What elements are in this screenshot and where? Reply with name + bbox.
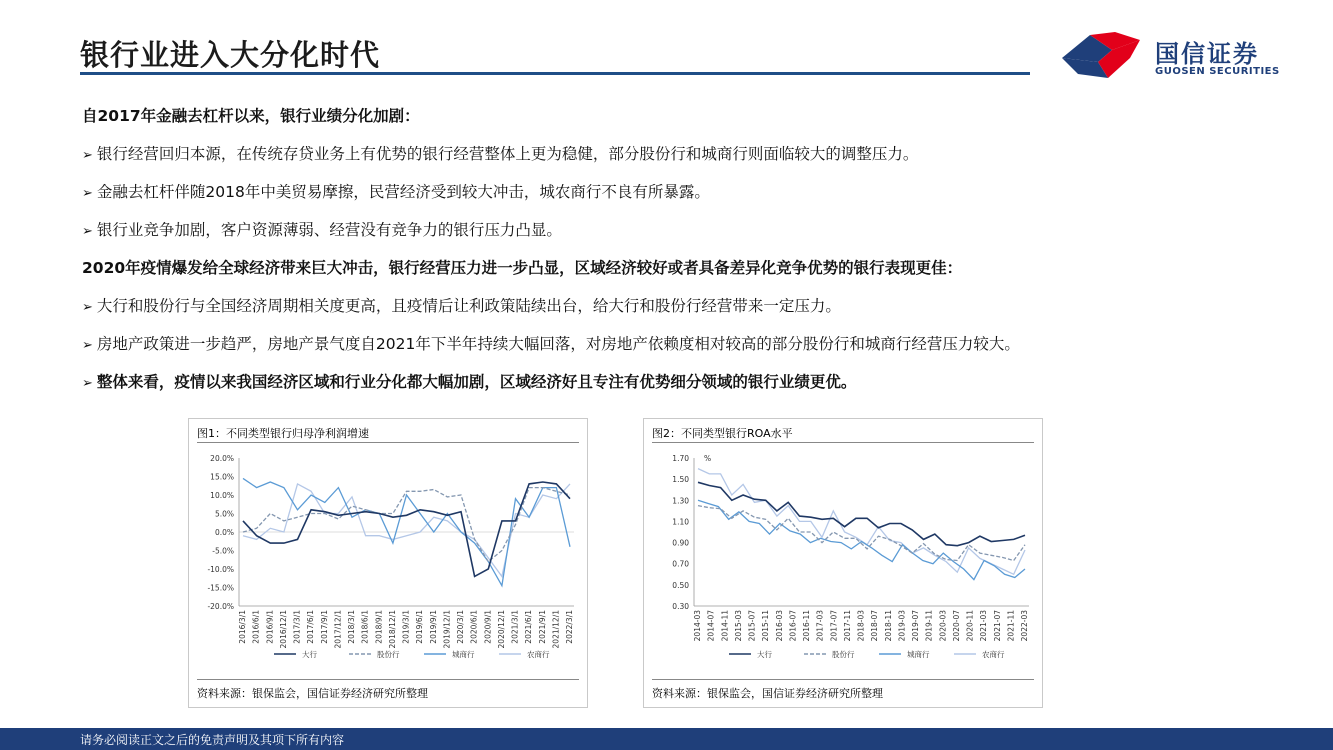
x-tick bbox=[415, 610, 424, 644]
x-tick-label: 2015-11 bbox=[761, 610, 771, 642]
x-tick bbox=[538, 610, 547, 644]
x-tick bbox=[816, 610, 825, 642]
guosen-logo-icon bbox=[1060, 30, 1150, 80]
x-tick-label: 2020/3/1 bbox=[456, 610, 465, 644]
x-tick bbox=[911, 610, 920, 642]
line-text: 银行业竞争加剧，客户资源薄弱、经营没有竞争力的银行压力凸显。 bbox=[96, 221, 562, 239]
x-tick bbox=[238, 610, 247, 644]
x-tick bbox=[966, 610, 975, 642]
x-tick-label: 2014-03 bbox=[693, 610, 702, 642]
profit-growth-chart bbox=[189, 444, 589, 679]
chart-source: 资料来源：银保监会，国信证券经济研究所整理 bbox=[652, 687, 883, 700]
y-tick-label: 15.0% bbox=[210, 472, 234, 482]
x-tick-label: 2021/9/1 bbox=[537, 610, 547, 644]
x-tick bbox=[734, 610, 743, 642]
x-tick-label: 2019-11 bbox=[924, 610, 934, 642]
section-heading bbox=[82, 104, 420, 126]
bullet-arrow-icon: ➢ bbox=[82, 300, 93, 315]
x-tick bbox=[693, 610, 702, 642]
y-tick-label: 0.90 bbox=[672, 538, 689, 548]
section-heading bbox=[82, 370, 856, 392]
x-tick-label: 2015-03 bbox=[733, 610, 743, 642]
x-tick-label: 2019-03 bbox=[897, 610, 907, 642]
y-tick-label: 0.0% bbox=[214, 528, 234, 537]
y-tick-label: 1.30 bbox=[672, 496, 689, 506]
y-tick-label: 20.0% bbox=[210, 454, 234, 463]
series-line bbox=[698, 500, 1025, 579]
x-tick bbox=[857, 610, 866, 642]
x-tick bbox=[333, 610, 342, 649]
chart-panel-2 bbox=[643, 418, 1043, 708]
y-tick-label: 1.10 bbox=[672, 517, 689, 527]
brand-logo bbox=[1060, 30, 1310, 80]
y-tick-label: 10.0% bbox=[210, 491, 234, 500]
x-tick-label: 2022-03 bbox=[1020, 610, 1029, 642]
y-tick-label: 0.30 bbox=[672, 602, 689, 611]
x-tick bbox=[442, 610, 451, 649]
x-tick bbox=[925, 610, 934, 642]
x-tick bbox=[788, 610, 797, 642]
line-text: 大行和股份行与全国经济周期相关度更高，且疫情后让利政策陆续出台，给大行和股份行经营带来一定压力。 bbox=[96, 297, 841, 315]
x-tick bbox=[870, 610, 879, 642]
caption-rule bbox=[652, 442, 1034, 443]
x-tick-label: 2016-11 bbox=[802, 610, 811, 642]
bullet-arrow-icon: ➢ bbox=[82, 224, 93, 239]
x-tick-label: 2019-07 bbox=[911, 610, 920, 642]
x-tick-label: 2018/6/1 bbox=[360, 610, 370, 644]
x-tick-label: 2016/6/1 bbox=[251, 610, 261, 644]
y-tick-label: 5.0% bbox=[214, 509, 234, 519]
x-tick bbox=[802, 610, 811, 642]
x-tick bbox=[993, 610, 1002, 642]
x-tick-label: 2017/6/1 bbox=[306, 610, 316, 644]
x-tick-label: 2018/12/1 bbox=[387, 610, 397, 649]
x-tick bbox=[347, 610, 356, 644]
x-tick bbox=[279, 610, 288, 649]
x-tick bbox=[265, 610, 274, 644]
x-tick bbox=[979, 610, 988, 642]
x-tick-label: 2020/9/1 bbox=[483, 610, 493, 644]
legend-label: 大行 bbox=[757, 650, 772, 659]
x-tick bbox=[565, 610, 574, 644]
series-line bbox=[698, 506, 1025, 561]
line-text: 2020年疫情爆发给全球经济带来巨大冲击，银行经营压力进一步凸显，区域经济较好或者具备差异化竞争优势的银行表现更佳： bbox=[82, 259, 963, 277]
x-tick-label: 2017-11 bbox=[842, 610, 852, 642]
caption-rule bbox=[197, 442, 579, 443]
x-tick-label: 2020/12/1 bbox=[496, 610, 506, 649]
x-tick-label: 2014-11 bbox=[720, 610, 730, 642]
x-tick bbox=[720, 610, 729, 642]
x-tick bbox=[402, 610, 411, 644]
x-tick bbox=[707, 610, 716, 642]
x-tick bbox=[1020, 610, 1029, 642]
source-rule bbox=[197, 679, 579, 680]
series-line bbox=[243, 488, 570, 562]
bullet-arrow-icon: ➢ bbox=[82, 376, 93, 391]
x-tick-label: 2018-03 bbox=[856, 610, 866, 642]
disclaimer-text: 请务必阅读正文之后的免责声明及其项下所有内容 bbox=[80, 733, 345, 747]
legend-label: 股份行 bbox=[832, 650, 855, 659]
x-tick-label: 2017/12/1 bbox=[333, 610, 343, 649]
x-tick bbox=[551, 610, 560, 649]
x-tick bbox=[843, 610, 852, 642]
bullet-arrow-icon: ➢ bbox=[82, 186, 93, 201]
x-tick-label: 2021/12/1 bbox=[551, 610, 561, 649]
line-text: 整体来看，疫情以来我国经济区域和行业分化都大幅加剧，区域经济好且专注有优势细分领域的银行业绩更优。 bbox=[96, 373, 857, 391]
x-tick bbox=[429, 610, 438, 644]
legend-label: 农商行 bbox=[527, 650, 550, 659]
line-text: 自2017年金融去杠杆以来，银行业绩分化加剧： bbox=[82, 107, 420, 125]
x-tick-label: 2016/3/1 bbox=[238, 610, 247, 644]
chart-source: 资料来源：银保监会，国信证券经济研究所整理 bbox=[197, 687, 428, 700]
logo-text-cn: 国信证券 bbox=[1155, 40, 1259, 68]
x-tick bbox=[1006, 610, 1015, 642]
legend-label: 股份行 bbox=[377, 650, 400, 659]
bullet-item bbox=[82, 142, 918, 164]
x-tick bbox=[456, 610, 465, 644]
y-tick-label: 0.70 bbox=[672, 559, 689, 569]
line-text: 银行经营回归本源，在传统存贷业务上有优势的银行经营整体上更为稳健，部分股份行和城商行则面临较大的调整压力。 bbox=[96, 145, 919, 163]
x-tick-label: 2022/3/1 bbox=[565, 610, 574, 644]
bullet-item bbox=[82, 332, 1020, 354]
legend-label: 城商行 bbox=[907, 650, 930, 659]
x-tick bbox=[388, 610, 397, 649]
x-tick bbox=[470, 610, 479, 644]
legend-label: 城商行 bbox=[452, 650, 475, 659]
x-tick-label: 2016/12/1 bbox=[278, 610, 288, 649]
source-rule bbox=[652, 679, 1034, 680]
x-tick bbox=[320, 610, 329, 644]
x-tick-label: 2019/6/1 bbox=[415, 610, 425, 644]
page-title: 银行业进入大分化时代 bbox=[80, 38, 381, 72]
unit-label: % bbox=[704, 454, 712, 463]
y-tick-label: 1.50 bbox=[672, 475, 689, 485]
x-tick bbox=[748, 610, 757, 642]
y-tick-label: 0.50 bbox=[672, 580, 689, 590]
x-tick-label: 2020/6/1 bbox=[469, 610, 479, 644]
x-tick-label: 2018/3/1 bbox=[347, 610, 356, 644]
x-tick bbox=[374, 610, 383, 644]
section-heading bbox=[82, 256, 962, 278]
x-tick bbox=[829, 610, 838, 642]
x-tick-label: 2014-07 bbox=[706, 610, 716, 642]
x-tick-label: 2020-11 bbox=[965, 610, 975, 642]
x-tick-label: 2018-11 bbox=[883, 610, 893, 642]
logo-text-en: GUOSEN SECURITIES bbox=[1155, 66, 1280, 77]
x-tick-label: 2018/9/1 bbox=[374, 610, 384, 644]
x-tick-label: 2021-07 bbox=[992, 610, 1002, 642]
x-tick-label: 2016-07 bbox=[788, 610, 798, 642]
x-tick-label: 2021-03 bbox=[979, 610, 989, 642]
x-tick bbox=[897, 610, 906, 642]
x-tick bbox=[306, 610, 315, 644]
x-tick bbox=[511, 610, 520, 644]
line-text: 金融去杠杆伴随2018年中美贸易摩擦，民营经济受到较大冲击，城农商行不良有所暴露。 bbox=[96, 183, 710, 201]
x-tick-label: 2017-03 bbox=[815, 610, 825, 642]
x-tick-label: 2016-03 bbox=[774, 610, 784, 642]
bullet-item bbox=[82, 180, 710, 202]
y-tick-label: 1.70 bbox=[672, 454, 689, 463]
legend-label: 农商行 bbox=[982, 650, 1005, 659]
x-tick bbox=[483, 610, 492, 644]
x-tick-label: 2019/12/1 bbox=[442, 610, 452, 649]
x-tick bbox=[252, 610, 261, 644]
legend-label: 大行 bbox=[302, 650, 317, 659]
x-tick-label: 2021/6/1 bbox=[524, 610, 534, 644]
x-tick bbox=[524, 610, 533, 644]
line-text: 房地产政策进一步趋严，房地产景气度自2021年下半年持续大幅回落，对房地产依赖度相对较高的部分股份行和城商行经营压力较大。 bbox=[96, 335, 1020, 353]
x-tick-label: 2019/3/1 bbox=[401, 610, 411, 644]
bullet-item bbox=[82, 294, 841, 316]
x-tick-label: 2020-03 bbox=[938, 610, 948, 642]
chart-caption: 图1：不同类型银行归母净利润增速 bbox=[197, 427, 369, 440]
series-line bbox=[243, 484, 570, 577]
roa-chart bbox=[644, 444, 1044, 679]
chart-caption: 图2：不同类型银行ROA水平 bbox=[652, 427, 793, 440]
y-tick-label: -5.0% bbox=[212, 546, 234, 556]
x-tick bbox=[761, 610, 770, 642]
bullet-arrow-icon: ➢ bbox=[82, 338, 93, 353]
chart-panel-1 bbox=[188, 418, 588, 708]
x-tick-label: 2021/3/1 bbox=[510, 610, 520, 644]
y-tick-label: -10.0% bbox=[207, 565, 234, 574]
x-tick-label: 2021-11 bbox=[1006, 610, 1016, 642]
x-tick-label: 2017/3/1 bbox=[292, 610, 302, 644]
x-tick-label: 2015-07 bbox=[747, 610, 757, 642]
title-rule bbox=[80, 72, 1030, 75]
x-tick bbox=[938, 610, 947, 642]
x-tick bbox=[775, 610, 784, 642]
series-line bbox=[698, 469, 1025, 575]
x-tick-label: 2016/9/1 bbox=[265, 610, 275, 644]
x-tick bbox=[293, 610, 302, 644]
bullet-arrow-icon: ➢ bbox=[82, 148, 93, 163]
x-tick-label: 2018-07 bbox=[870, 610, 880, 642]
x-tick-label: 2017/9/1 bbox=[319, 610, 329, 644]
y-tick-label: -20.0% bbox=[207, 602, 234, 611]
x-tick-label: 2020-07 bbox=[951, 610, 961, 642]
x-tick-label: 2019/9/1 bbox=[428, 610, 438, 644]
x-tick bbox=[497, 610, 506, 649]
bullet-item bbox=[82, 218, 562, 240]
x-tick bbox=[884, 610, 893, 642]
footer-bar bbox=[0, 728, 1333, 750]
x-tick bbox=[952, 610, 961, 642]
x-tick bbox=[361, 610, 370, 644]
y-tick-label: -15.0% bbox=[207, 583, 234, 593]
x-tick-label: 2017-07 bbox=[829, 610, 839, 642]
